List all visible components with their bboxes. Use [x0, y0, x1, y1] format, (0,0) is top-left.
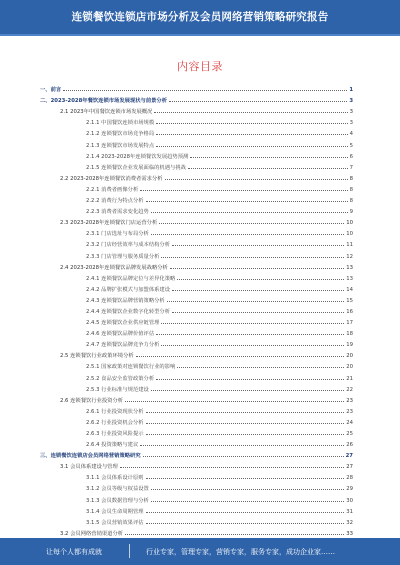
toc-leader-dots	[161, 257, 344, 258]
toc-entry-page: 20	[346, 364, 353, 371]
toc-entry-label: 三、连锁餐饮连锁店会员网络营销策略研究	[40, 453, 141, 460]
toc-entry-label: 2.6.3 行业投资风险提示	[86, 431, 144, 437]
toc-leader-dots	[151, 390, 344, 391]
toc-leader-dots	[156, 134, 347, 135]
toc-entry-page: 8	[349, 175, 353, 182]
toc-entry-page: 6	[349, 153, 353, 160]
toc-entry-page: 31	[346, 508, 353, 515]
toc-entry-page: 28	[346, 475, 353, 482]
toc-entry-label: 2.6.2 行业投资机会分析	[86, 419, 144, 426]
toc-entry-label: 3.1.1 会员体系设计原则	[86, 475, 144, 482]
toc-entry-label: 2.4.7 连锁餐饮品牌竞争力分析	[86, 342, 160, 349]
toc-entry[interactable]	[40, 492, 353, 503]
toc-entry-label: 3.1.2 会员等级与权益设置	[86, 486, 149, 493]
toc-entry-label: 2.1.3 连锁餐饮市场发展特点	[86, 142, 155, 149]
toc-entry-page: 23	[346, 408, 353, 415]
toc-entry[interactable]	[40, 393, 353, 404]
toc-entry-page: 4	[349, 131, 353, 138]
toc-entry-page: 1	[349, 87, 353, 94]
toc-entry[interactable]	[40, 337, 353, 348]
toc-entry-page: 27	[345, 453, 353, 460]
footer-slogan: 让每个人都有成就	[46, 548, 102, 556]
toc-entry-label: 2.5 连锁餐饮行业政策环境分析	[60, 353, 134, 360]
toc-entry-page: 19	[346, 342, 353, 349]
page-header	[0, 0, 400, 34]
toc-leader-dots	[146, 478, 345, 479]
toc-entry-label: 2.5.2 食品安全监管政策分析	[86, 375, 155, 382]
toc-leader-dots	[146, 201, 348, 202]
toc-leader-dots	[172, 245, 344, 246]
toc-entry[interactable]	[40, 459, 353, 470]
toc-leader-dots	[172, 312, 344, 313]
toc-entry-label: 2.5.3 行业标准与规范建设	[86, 386, 149, 393]
toc-entry-page: 3	[349, 109, 353, 116]
page-footer	[0, 538, 400, 565]
toc-entry[interactable]	[40, 182, 353, 193]
toc-entry-label: 2.5.1 国家政策对连锁餐饮行业的影响	[86, 364, 176, 371]
toc-leader-dots	[146, 523, 345, 524]
toc-entry-label: 2.2.1 消费者画像分析	[86, 186, 139, 193]
toc-entry-label: 2.3.2 门店经营效率与成本结构分析	[86, 242, 171, 249]
toc-entry[interactable]	[40, 470, 353, 481]
toc-entry-label: 3.1.3 会员数据管理与分析	[86, 497, 149, 504]
toc-entry[interactable]	[40, 137, 353, 148]
toc-entry[interactable]	[40, 248, 353, 259]
toc-leader-dots	[156, 146, 347, 147]
toc-leader-dots	[170, 268, 344, 269]
toc-entry[interactable]	[40, 304, 353, 315]
toc-entry-page: 10	[346, 220, 353, 227]
toc-entry-page: 29	[346, 486, 353, 493]
header-divider	[0, 34, 400, 36]
toc-entry[interactable]	[40, 93, 353, 104]
toc-entry[interactable]	[40, 415, 353, 426]
toc-entry[interactable]	[40, 126, 353, 137]
toc-leader-dots	[146, 423, 345, 424]
toc-leader-dots	[165, 179, 348, 180]
toc-entry[interactable]	[40, 204, 353, 215]
toc-entry-page: 20	[346, 353, 353, 360]
toc-entry-page: 30	[346, 497, 353, 504]
toc-entry-page: 16	[346, 308, 353, 315]
toc-entry-label: 二、2023-2028年餐饮连锁市场发展现状与前景分析	[40, 98, 168, 105]
toc-entry[interactable]	[40, 293, 353, 304]
toc-entry[interactable]	[40, 271, 353, 282]
toc-entry-label: 2.1.1 中国餐饮连锁市场规模	[86, 120, 155, 127]
toc-entry-page: 18	[346, 331, 353, 338]
toc-entry[interactable]	[40, 104, 353, 115]
toc-entry[interactable]	[40, 504, 353, 515]
toc-entry[interactable]	[40, 448, 353, 459]
toc-entry-label: 2.3 2023-2028年连锁餐饮门店运营分析	[60, 220, 158, 227]
toc-entry[interactable]	[40, 193, 353, 204]
toc-leader-dots	[161, 323, 344, 324]
toc-entry-page: 3	[349, 120, 353, 127]
toc-leader-dots	[140, 445, 344, 446]
toc-entry-label: 2.4.6 连锁餐饮品牌价值评估	[86, 331, 155, 338]
footer-tagline: 行业专家，管理专家，营销专家，服务专家，成功企业家……	[146, 548, 335, 556]
toc-entry-label: 2.4.4 连锁餐饮企业数字化转型分析	[86, 308, 171, 315]
toc-entry-label: 2.1.5 连锁餐饮企业发展面临的机遇与挑战	[86, 164, 186, 171]
toc-entry[interactable]	[40, 437, 353, 448]
toc-entry-label: 2.4.3 连锁餐饮品牌营销策略分析	[86, 297, 165, 304]
toc-leader-dots	[151, 489, 344, 490]
toc-entry-page: 13	[346, 275, 353, 282]
toc-entry[interactable]	[40, 282, 353, 293]
toc-entry-page: 12	[346, 253, 353, 260]
toc-entry-label: 2.3.3 门店管理与服务质量分析	[86, 253, 160, 260]
toc-entry-page: 7	[349, 164, 353, 171]
toc-entry-page: 25	[346, 431, 353, 437]
toc-entry-label: 2.3.1 门店选址与布局分析	[86, 231, 149, 238]
toc-entry-label: 2.1 2023年中国餐饮连锁市场发展概况	[60, 109, 153, 116]
toc-entry-label: 2.1.4 2023-2028年连锁餐饮发展趋势预测	[86, 153, 189, 160]
toc-entry-label: 2.6 连锁餐饮行业投资分析	[60, 397, 124, 404]
toc-entry-page: 27	[346, 464, 353, 471]
toc-entry[interactable]	[40, 359, 353, 370]
footer-divider	[129, 544, 130, 558]
toc-entry[interactable]	[40, 404, 353, 415]
toc-leader-dots	[140, 190, 347, 191]
toc-entry[interactable]	[40, 526, 353, 537]
toc-entry[interactable]	[40, 515, 353, 526]
toc-leader-dots	[151, 234, 344, 235]
toc-entry-label: 2.4.1 连锁餐饮品牌定位与差异化策略	[86, 275, 176, 282]
toc-leader-dots	[177, 367, 344, 368]
toc-entry[interactable]	[40, 382, 353, 393]
toc-leader-dots	[167, 301, 345, 302]
toc-leader-dots	[146, 434, 345, 435]
table-of-contents	[40, 82, 353, 537]
toc-entry-label: 2.6.4 投资策略与建议	[86, 442, 139, 449]
toc-entry-page: 33	[346, 530, 353, 537]
toc-leader-dots	[188, 168, 348, 169]
toc-entry[interactable]	[40, 315, 353, 326]
toc-leader-dots	[125, 401, 344, 402]
toc-entry-label: 3.1.5 会员营销效果评估	[86, 519, 144, 526]
toc-entry[interactable]	[40, 115, 353, 126]
toc-entry[interactable]	[40, 326, 353, 337]
toc-entry-label: 3.1.4 会员生命周期管理	[86, 508, 144, 515]
toc-entry-label: 3.1 会员体系建设与管理	[60, 464, 118, 471]
toc-leader-dots	[161, 345, 344, 346]
toc-entry-page: 26	[346, 442, 353, 449]
toc-leader-dots	[156, 334, 344, 335]
toc-entry-label: 2.1.2 连锁餐饮市场竞争格局	[86, 131, 155, 138]
toc-entry[interactable]	[40, 426, 353, 437]
toc-leader-dots	[120, 467, 344, 468]
toc-entry-page: 13	[346, 264, 353, 271]
toc-entry-page: 9	[349, 209, 353, 216]
toc-entry-page: 15	[346, 297, 353, 304]
toc-entry[interactable]	[40, 481, 353, 492]
toc-entry-label: 2.4.5 连锁餐饮企业供应链管理	[86, 320, 160, 327]
toc-leader-dots	[156, 123, 347, 124]
toc-entry-label: 3.2 会员网络营销渠道分析	[60, 530, 124, 537]
toc-leader-dots	[169, 101, 347, 102]
toc-leader-dots	[63, 90, 347, 91]
toc-entry-page: 22	[346, 386, 353, 393]
toc-entry[interactable]	[40, 237, 353, 248]
toc-entry-label: 2.6.1 行业投资现状分析	[86, 408, 144, 415]
toc-entry-page: 23	[346, 397, 353, 404]
toc-leader-dots	[151, 501, 344, 502]
toc-entry-page: 8	[349, 198, 353, 205]
toc-entry-page: 10	[346, 231, 353, 238]
toc-leader-dots	[136, 356, 345, 357]
toc-entry-page: 14	[346, 286, 353, 293]
toc-entry-label: 2.2.3 消费者需求变化趋势	[86, 209, 149, 216]
toc-leader-dots	[172, 290, 344, 291]
toc-entry[interactable]	[40, 215, 353, 226]
toc-entry-label: 2.4.2 品牌扩张模式与加盟体系建设	[86, 286, 171, 293]
toc-entry[interactable]	[40, 348, 353, 359]
toc-leader-dots	[190, 157, 347, 158]
toc-entry[interactable]	[40, 171, 353, 182]
toc-entry[interactable]	[40, 226, 353, 237]
toc-entry-label: 一、前言	[40, 87, 62, 94]
toc-leader-dots	[159, 223, 344, 224]
toc-leader-dots	[125, 534, 344, 535]
report-title: 连锁餐饮连锁店市场分析及会员网络营销策略研究报告	[71, 11, 329, 23]
toc-entry[interactable]	[40, 82, 353, 93]
toc-leader-dots	[156, 379, 344, 380]
toc-entry[interactable]	[40, 260, 353, 271]
toc-heading: 内容目录	[177, 60, 223, 73]
toc-entry-page: 24	[346, 419, 353, 426]
toc-entry[interactable]	[40, 370, 353, 381]
toc-entry[interactable]	[40, 149, 353, 160]
toc-entry-page: 11	[346, 242, 353, 249]
toc-leader-dots	[151, 212, 348, 213]
toc-entry-page: 32	[346, 519, 353, 526]
toc-entry-page: 21	[346, 375, 353, 382]
toc-entry-label: 2.2.2 消费行为特点分析	[86, 198, 144, 205]
toc-entry-label: 2.2 2023-2028年连锁餐饮消费者需求分析	[60, 175, 163, 182]
toc-leader-dots	[146, 412, 345, 413]
toc-entry[interactable]	[40, 160, 353, 171]
toc-entry-page: 5	[349, 142, 353, 149]
toc-leader-dots	[146, 512, 345, 513]
toc-leader-dots	[177, 279, 344, 280]
toc-entry-page: 8	[349, 186, 353, 193]
toc-entry-page: 17	[346, 320, 353, 327]
toc-leader-dots	[154, 112, 347, 113]
toc-leader-dots	[143, 456, 344, 457]
toc-entry-page: 3	[349, 98, 353, 105]
toc-entry-label: 2.4 2023-2028年连锁餐饮品牌发展战略分析	[60, 264, 168, 271]
